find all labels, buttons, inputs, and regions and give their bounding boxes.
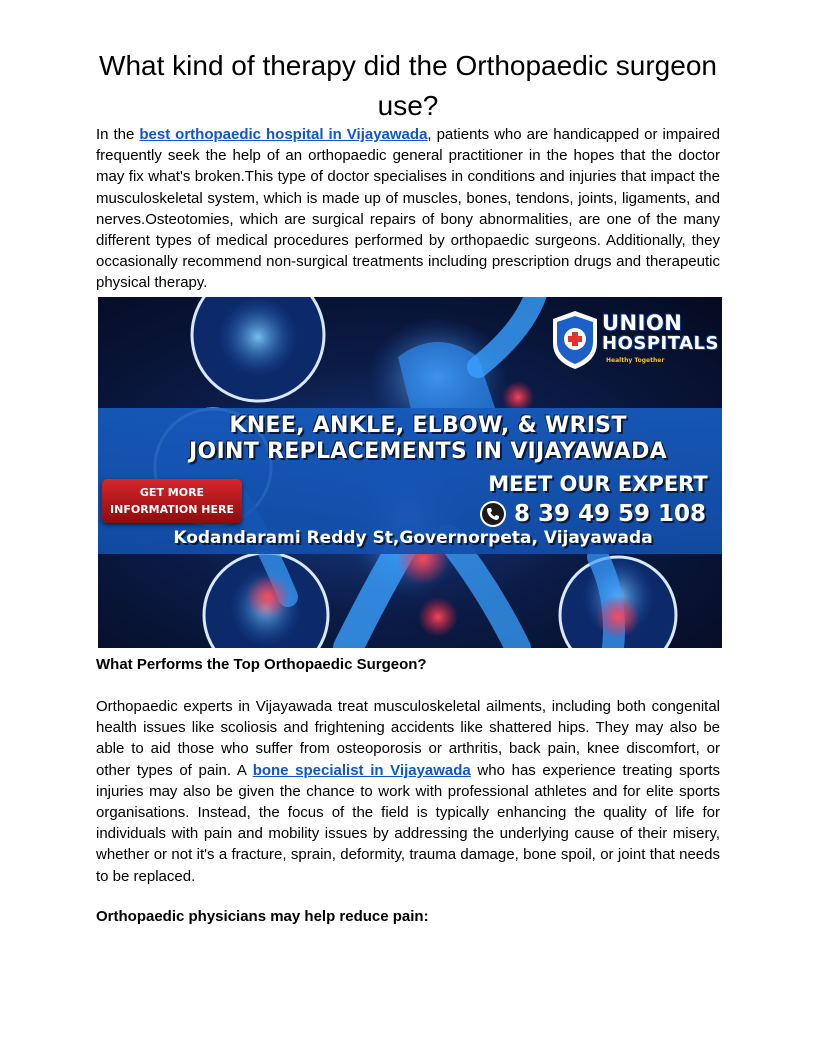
pain-spot-shin <box>418 597 458 637</box>
phone-row <box>480 499 720 529</box>
bone-specialist-link[interactable]: bone specialist in Vijayawada <box>252 761 471 779</box>
intro-paragraph <box>96 124 720 294</box>
banner-headline-line1: KNEE, ANKLE, ELBOW, & WRIST <box>229 413 627 438</box>
section-heading-top-surgeon: What Performs the Top Orthopaedic Surgeon? <box>96 656 427 673</box>
section1-text-start: Orthopaedic experts in Vijayawada treat musculoskeletal ailments, including both congenital health issues like scoliosis and frightening accidents like shattered hips. They may also be able to aid those who suffer from osteoporosis or arthritis, back pain, knee discomfort, or other types of pain. A <box>96 698 720 779</box>
logo-wordmark-hospitals: HOSPITALS <box>602 333 719 354</box>
logo-wordmark-union: UNION <box>602 311 683 335</box>
banner-headline-line2: JOINT REPLACEMENTS IN VIJAYAWADA <box>189 439 667 464</box>
pain-spot-foot <box>596 595 640 639</box>
intro-text-end: , patients who are handicapped or impaired frequently seek the help of an orthopaedic general practitioner in the hopes that the doctor may fix what's broken.This type of doctor specialises in conditions and injuries that impact the musculoskeletal system, which is made up of muscles, bones, tendons, joints, ligaments, and nerves.Osteotomies, which are surgical repairs of bony abnormalities, are one of the many different types of medical procedures performed by orthopaedic surgeons. Additionally, they occasionally recommend non-surgical treatments including prescription drugs and therapeutic physical therapy. <box>96 126 721 292</box>
phone-icon <box>480 501 506 527</box>
section-heading-reduce-pain: Orthopaedic physicians may help reduce pain: <box>96 908 429 925</box>
section1-text-end: who has experience treating sports injuries may also be given the chance to work with professional athletes and for elite sports organisations. Instead, the focus of the field is typically enhancing the quality of life for individuals with pain and mobility issues by addressing the underlying cause of their misery, whether or not it's a fracture, sprain, deformity, trauma damage, bone spoil, or joint that needs to be replaced. <box>96 761 720 885</box>
intro-text-start: In the <box>96 126 140 143</box>
pain-spot-ankle <box>246 575 290 619</box>
hospital-shield-icon <box>550 309 600 371</box>
best-orthopaedic-hospital-link[interactable]: best orthopaedic hospital in Vijayawada <box>139 126 428 143</box>
phone-number: 8 39 49 59 108 <box>514 501 707 527</box>
logo-tagline: Healthy Together <box>606 357 665 364</box>
promo-banner-image[interactable] <box>98 297 722 648</box>
get-more-information-button[interactable] <box>102 479 242 523</box>
section1-paragraph <box>96 696 720 887</box>
cta-label-line1: GET MORE <box>139 486 205 499</box>
page-title: What kind of therapy did the Orthopaedic surgeon use? <box>99 50 717 121</box>
banner-address: Kodandarami Reddy St,Governorpeta, Vijayawada <box>173 528 653 548</box>
cta-label-line2: INFORMATION HERE <box>110 503 234 516</box>
union-hospitals-logo <box>550 307 720 379</box>
meet-our-expert-text: MEET OUR EXPERT <box>488 472 708 496</box>
